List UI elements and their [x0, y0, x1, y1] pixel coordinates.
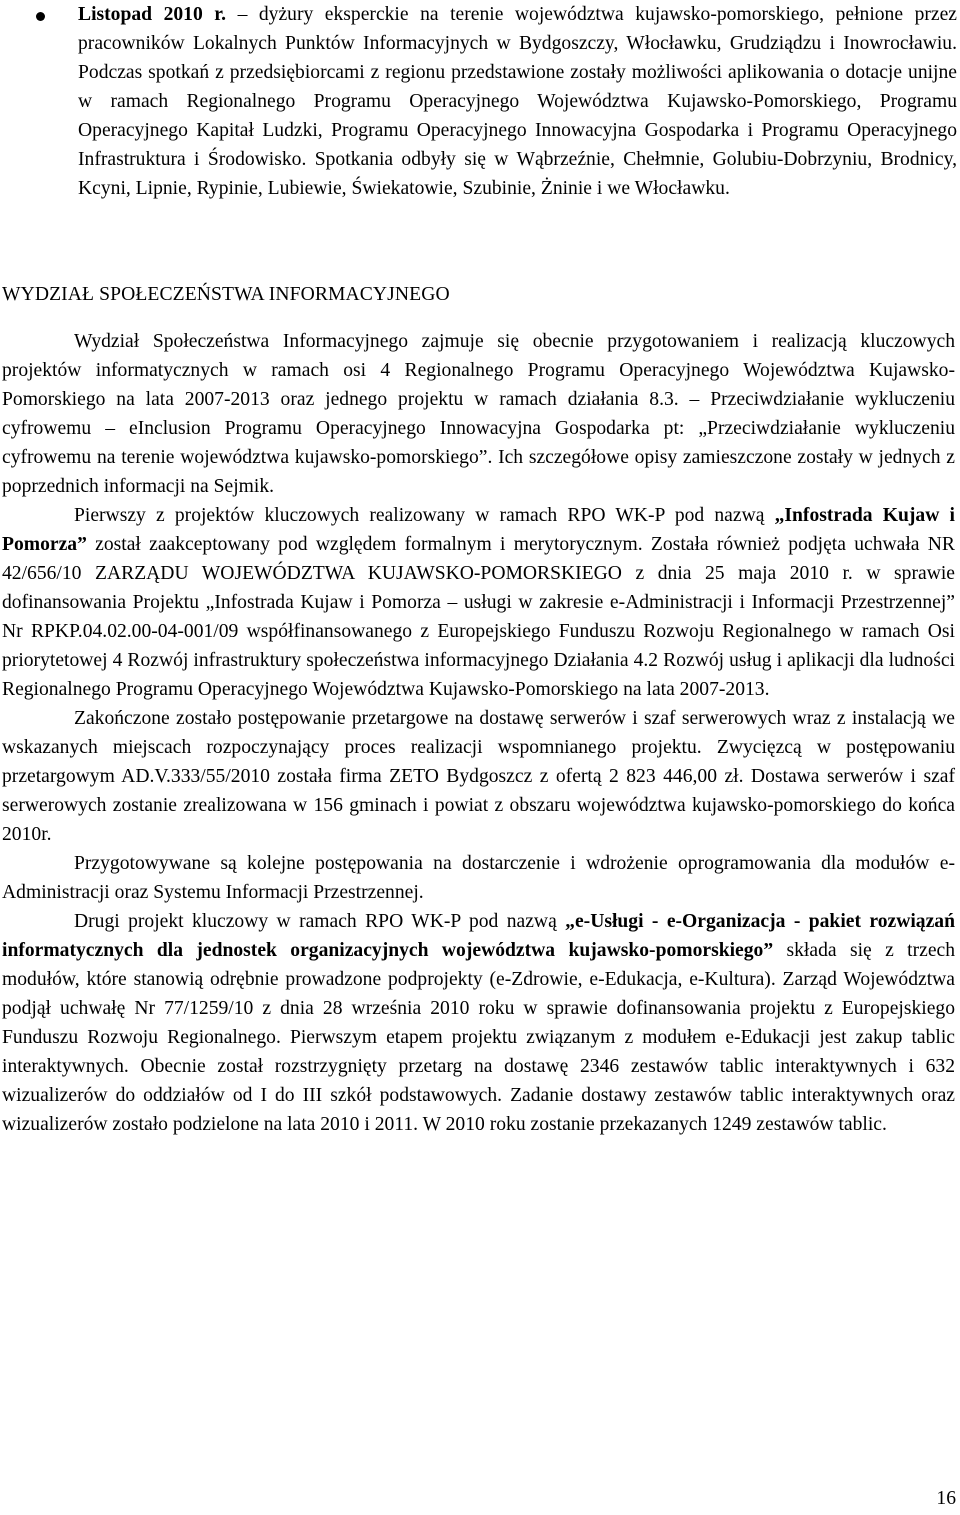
paragraph-2: [2, 501, 955, 704]
section-body: [2, 327, 955, 1139]
project-name-e-uslugi: „e-Usługi - e-Organizacja - pakiet rozwiązań informatycznych dla jednostek organizacyjnych województwa kujawsko-pomorskiego”: [2, 911, 955, 961]
page-number: 16: [936, 1488, 956, 1509]
bullet-text: – dyżury eksperckie na terenie województwa kujawsko-pomorskiego, pełnione przez pracowników Lokalnych Punktów Informacyjnych w Bydgoszczy, Włocławku, Grudziądzu i Inowrocławiu. Podczas spotkań z przedsiębiorcami z regionu przedstawione zostały możliwości aplikowania o dotacje unijne w ramach Regionalnego Programu Operacyjnego Województwa Kujawsko-Pomorskiego, Programu Operacyjnego Kapitał Ludzki, Programu Operacyjnego Innowacyjna Gospodarka i Programu Operacyjnego Infrastruktura i Środowisko. Spotkania odbyły się w Wąbrzeźnie, Chełmnie, Golubiu-Dobrzyniu, Brodnicy, Kcyni, Lipnie, Rypinie, Lubiewie, Świekatowie, Szubinie, Żninie i we Włocławku.: [78, 4, 957, 199]
bullet-item: [2, 0, 957, 203]
paragraph-1: Wydział Społeczeństwa Informacyjnego zajmuje się obecnie przygotowaniem i realizacją kluczowych projektów informatycznych w ramach osi 4 Regionalnego Programu Operacyjnego Województwa Kujawsko-Pomorskiego na lata 2007-2013 oraz jednego projektu w ramach działania 8.3. – Przeciwdziałanie wykluczeniu cyfrowemu – eInclusion Programu Operacyjnego Innowacyjna Gospodarka pt: „Przeciwdziałanie wykluczeniu cyfrowemu na terenie województwa kujawsko-pomorskiego”. Ich szczegółowe opisy zamieszczone zostały w jednych z poprzednich informacji na Sejmik.: [2, 331, 955, 497]
paragraph-3: Zakończone zostało postępowanie przetargowe na dostawę serwerów i szaf serwerowych wraz z instalacją we wskazanych miejscach rozpoczynający proces realizacji wspomnianego projektu. Zwycięzcą w postępowaniu przetargowym AD.V.333/55/2010 została firma ZETO Bydgoszcz z ofertą 2 823 446,00 zł. Dostawa serwerów i szaf serwerowych zostanie zrealizowana w 156 gminach i powiat z obszaru województwa kujawsko-pomorskiego do końca 2010r.: [2, 708, 955, 845]
bullet-date: Listopad 2010 r.: [78, 4, 227, 25]
paragraph-5-intro: Drugi projekt kluczowy w ramach RPO WK-P pod nazwą: [74, 911, 566, 932]
paragraph-5-body: składa się z trzech modułów, które stanowią odrębnie prowadzone podprojekty (e-Zdrowie, e-Edukacja, e-Kultura). Zarząd Województwa podjął uchwałę Nr 77/1259/10 z dnia 28 września 2010 roku w sprawie dofinansowania projektu z Europejskiego Funduszu Rozwoju Regionalnego. Pierwszym etapem projektu związanym z modułem e-Edukacji jest zakup tablic interaktywnych. Obecnie został rozstrzygnięty przetarg na dostawę 2346 zestawów tablic interaktywnych i 632 wizualizerów do oddziałów od I do III szkół podstawowych. Zadanie dostawy zestawów tablic interaktywnych oraz wizualizerów zostało podzielone na lata 2010 i 2011. W 2010 roku zostanie przekazanych 1249 zestawów tablic.: [2, 940, 956, 1135]
paragraph-2-body: został zaakceptowany pod względem formalnym i merytorycznym. Została również podjęta uchwała NR 42/656/10 ZARZĄDU WOJEWÓDZTWA KUJAWSKO-POMORSKIEGO z dnia 25 maja 2010 r. w sprawie dofinansowania Projektu „Infostrada Kujaw i Pomorza – usługi w zakresie e-Administracji i Informacji Przestrzennej” Nr RPKP.04.02.00-04-001/09 współfinansowanego z Europejskiego Funduszu Rozwoju Regionalnego w ramach Osi priorytetowej 4 Rozwój infrastruktury społeczeństwa informacyjnego Działania 4.2 Rozwój usług i aplikacji dla ludności Regionalnego Programu Operacyjnego Województwa Kujawsko-Pomorskiego na lata 2007-2013.: [2, 534, 955, 700]
project-name-infostrada: „Infostrada Kujaw i Pomorza”: [2, 505, 955, 555]
paragraph-5: [2, 907, 955, 1139]
paragraph-2-intro: Pierwszy z projektów kluczowych realizowany w ramach RPO WK-P pod nazwą: [74, 505, 775, 526]
section-heading: WYDZIAŁ SPOŁECZEŃSTWA INFORMACYJNEGO: [2, 284, 450, 305]
paragraph-4: Przygotowywane są kolejne postępowania na dostarczenie i wdrożenie oprogramowania dla modułów e-Administracji oraz Systemu Informacji Przestrzennej.: [2, 853, 955, 903]
